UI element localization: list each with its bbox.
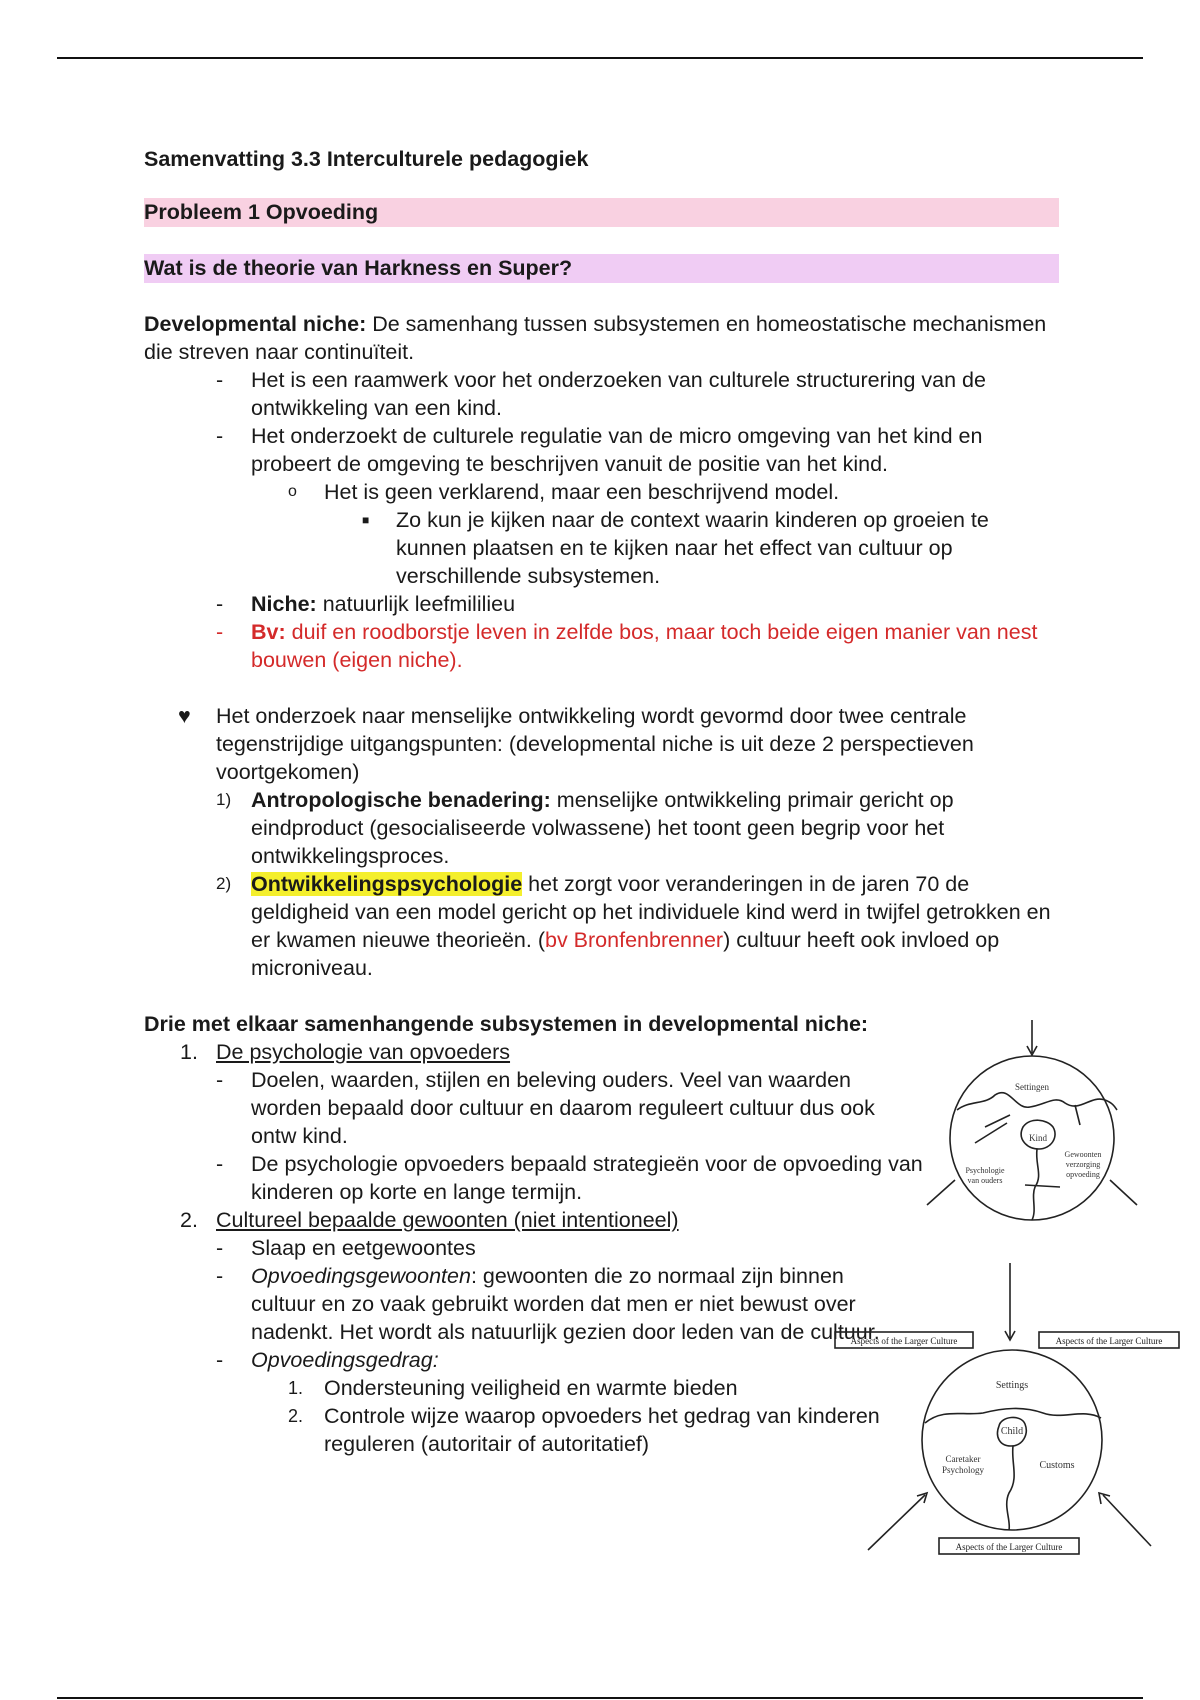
boundary-line [957,1093,1117,1110]
settings-label: Settings [995,1380,1029,1391]
dash-marker: - [216,368,224,392]
bullet-text: Doelen, waarden, stijlen en beleving ouders. Veel van waarden worden bepaald door cultuur en daarom reguleert cultuur dus ook ontw kind. [251,1068,875,1148]
header-rule [57,57,1143,59]
heart-paragraph [144,702,1059,786]
culture-label-left: Aspects of the Larger Culture [850,1336,958,1346]
page-title: Samenvatting 3.3 Interculturele pedagogiek [144,147,589,171]
bullet-item [144,590,1059,618]
item-text: menselijke ontwikkeling primair gericht op eindproduct (gesocialiseerde volwassene) het toont geen begrip voor het ontwikkelingsproces. [251,788,954,868]
inner-arrow [985,1115,1010,1127]
child-label: Child [1000,1426,1024,1437]
problem-heading: Probleem 1 Opvoeding [144,198,1059,227]
bullet-item [144,422,1059,478]
bullet-term: Opvoedingsgedrag: [251,1348,439,1372]
bullet-text: Het is een raamwerk voor het onderzoeken van culturele structurering van de ontwikkeling van een kind. [251,368,986,420]
outer-circle [922,1350,1102,1530]
dash-marker: - [216,1264,224,1288]
bullet-item [144,1346,884,1374]
bullet-item [144,1066,884,1150]
bullet-item [144,1234,884,1262]
caretaker-label: van ouders [967,1176,1003,1185]
customs-label: verzorging [1065,1160,1101,1169]
heart-text: Het onderzoek naar menselijke ontwikkeling wordt gevormd door twee centrale tegenstrijdige uitgangspunten: (developmental niche is uit deze 2 perspectieven voortgekomen) [216,704,974,784]
settings-label: Settingen [1015,1082,1049,1092]
culture-label-right: Aspects of the Larger Culture [1055,1336,1163,1346]
red-reference: bv Bronfenbrenner [545,928,724,952]
item-number: 1. [288,1378,304,1398]
sub-numbered-item [144,1374,884,1402]
niche-diagram-dutch [915,1015,1145,1240]
divider-line [1007,1446,1014,1530]
item-number: 2. [288,1406,304,1426]
child-label: Kind [1029,1133,1047,1143]
bullet-text: De psychologie opvoeders bepaald strategieën voor de opvoeding van kinderen op korte en lange termijn. [251,1152,923,1204]
bullet-item [144,1262,911,1346]
arrow-right [1103,1495,1151,1546]
caretaker-label: Caretaker [945,1454,981,1464]
niche-text: natuurlijk leefmililieu [316,592,516,616]
bullet-text: : gewoonten die zo normaal zijn binnen cultuur en zo vaak gebruikt worden dat men er niet bewust over nadenkt. Het wordt als natuurlijk gezien door leden van de cultuur. [251,1264,880,1344]
arrowhead-right [1099,1493,1110,1504]
example-text: duif en roodborstje leven in zelfde bos, maar toch beide eigen manier van nest bouwen (eigen niche). [251,620,1038,672]
bullet-text: Slaap en eetgewoontes [251,1236,476,1260]
dash-marker: - [216,424,224,448]
sub-bullet-text: Het is geen verklarend, maar een beschrijvend model. [324,480,840,504]
item-number: 1) [216,790,232,809]
inner-arrow [1075,1105,1080,1125]
item-text-end: ) cultuur heeft ook invloed op microniveau. [251,928,1000,980]
question-heading: Wat is de theorie van Harkness en Super? [144,254,1059,283]
bullet-item-example [144,618,1059,674]
item-title: De psychologie van opvoeders [216,1040,511,1064]
highlighted-term: Ontwikkelingspsychologie [251,872,523,896]
square-marker: ■ [362,513,370,527]
sub-sub-bullet-text: Zo kun je kijken naar de context waarin kinderen op groeien te kunnen plaatsen en te kijken naar het effect van cultuur op verschillende subsystemen. [396,508,989,588]
item-text: het zorgt voor veranderingen in de jaren 70 de geldigheid van een model gericht op het individuele kind werd in twijfel getrokken en er kwamen nieuwe theorieën. ( [251,872,1051,952]
intro-paragraph [144,310,1059,366]
arrow-left [868,1495,925,1550]
bullet-text: Het onderzoekt de culturele regulatie van de micro omgeving van het kind en probeert de omgeving te beschrijven vanuit de positie van het kind. [251,424,983,476]
bullet-term: Opvoedingsgewoonten [251,1264,471,1288]
caretaker-label: Psychologie [965,1166,1005,1175]
customs-label: opvoeding [1066,1170,1100,1179]
sub-bullet-item [144,478,1059,506]
boundary-line [925,1408,1101,1423]
dash-marker: - [216,592,224,616]
intro-text: De samenhang tussen subsystemen en homeostatische mechanismen die streven naar continuïteit. [144,312,1047,364]
dash-marker: - [216,1152,224,1176]
bullet-item [144,366,1059,422]
niche-term: Niche: [251,592,317,616]
numbered-item [144,1206,884,1234]
numbered-item [144,870,1059,982]
customs-label: Customs [1039,1460,1075,1471]
dash-marker: - [216,620,224,644]
heart-icon: ♥ [178,704,191,728]
arrow-right [1110,1180,1137,1205]
inner-arrow [1025,1185,1060,1187]
bullet-item [144,1150,951,1206]
item-title: Cultureel bepaalde gewoonten (niet intentioneel) [216,1208,679,1232]
divider-line [1032,1149,1039,1220]
example-term: Bv: [251,620,286,644]
footer-rule [57,1697,1143,1699]
culture-label-bottom: Aspects of the Larger Culture [955,1542,1063,1552]
item-number: 2) [216,874,232,893]
caretaker-label: Psychology [941,1465,985,1475]
sub-sub-bullet-item [144,506,1059,590]
numbered-item [144,1038,884,1066]
niche-diagram-english [833,1258,1183,1558]
item-term: Antropologische benadering: [251,788,551,812]
arrow-left [927,1180,955,1205]
item-text: Controle wijze waarop opvoeders het gedrag van kinderen reguleren (autoritair of autoritatief) [324,1404,880,1456]
circle-marker: o [288,483,297,500]
inner-arrow [975,1123,1007,1143]
numbered-item [144,786,1059,870]
item-number: 1. [180,1040,198,1064]
item-text: Ondersteuning veiligheid en warmte bieden [324,1376,738,1400]
dash-marker: - [216,1236,224,1260]
item-number: 2. [180,1208,198,1232]
section-heading: Drie met elkaar samenhangende subsystemen in developmental niche: [144,1012,869,1036]
intro-term: Developmental niche: [144,312,367,336]
dash-marker: - [216,1068,224,1092]
dash-marker: - [216,1348,224,1372]
customs-label: Gewoonten [1064,1150,1102,1159]
